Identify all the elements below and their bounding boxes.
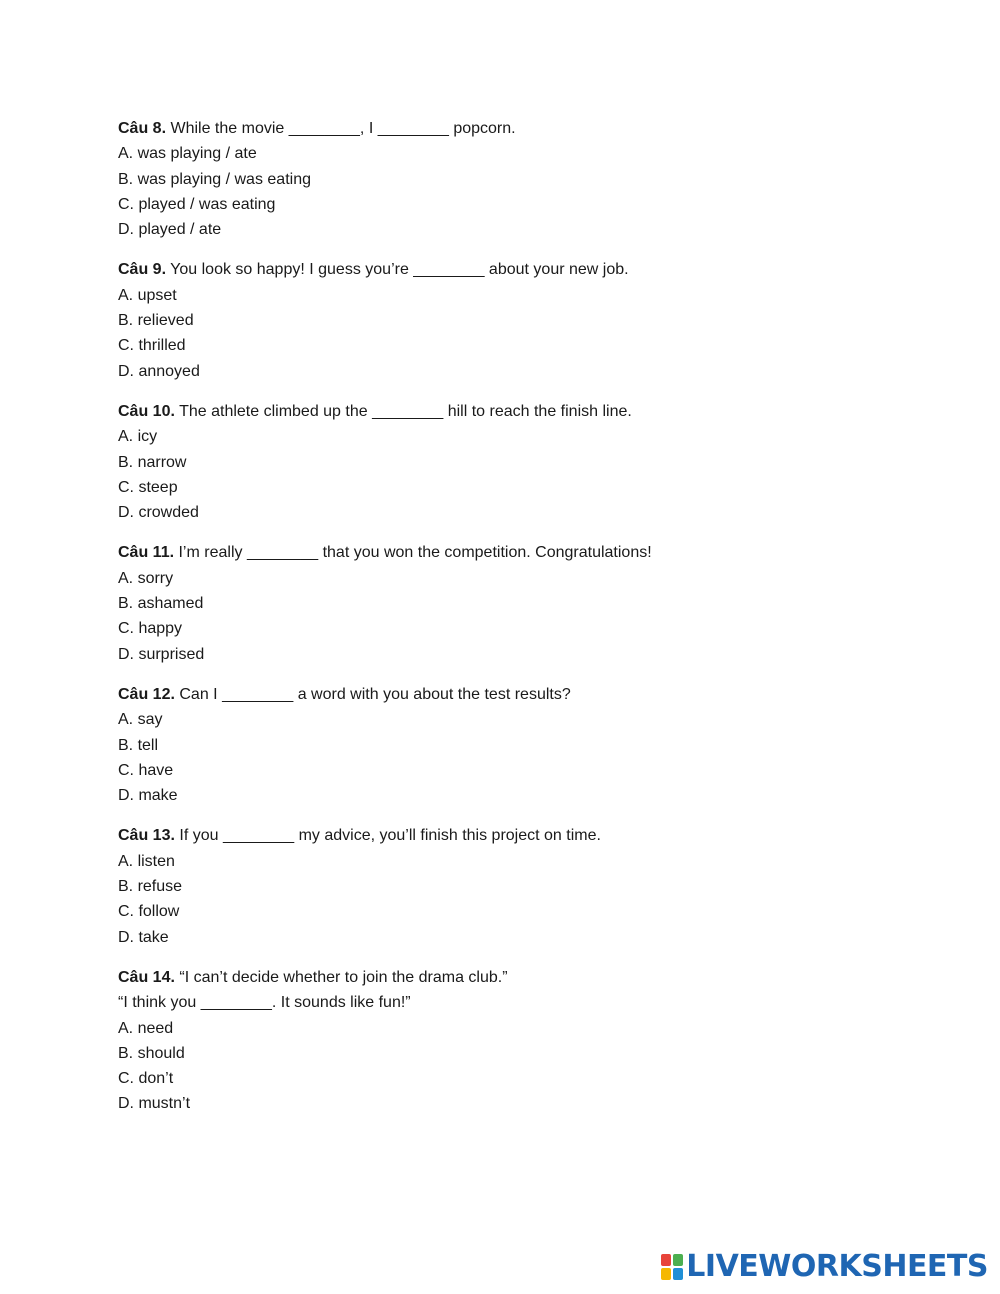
question-number: Câu 13. (118, 827, 175, 845)
logo-tile-red (661, 1254, 671, 1266)
question-text: While the movie ________, I ________ popcorn. (170, 120, 516, 137)
option-d: D. mustn’t (118, 1095, 191, 1113)
liveworksheets-logo-icon (661, 1254, 683, 1280)
option-b: B. relieved (118, 312, 194, 330)
option-d: D. annoyed (118, 362, 200, 380)
brand-name: LIVEWORKSHEETS (686, 1249, 988, 1284)
option-a: A. icy (118, 428, 158, 446)
option-a: A. say (118, 711, 163, 729)
question-number: Câu 9. (118, 261, 167, 279)
option-c: C. steep (118, 478, 178, 496)
option-c: C. have (118, 761, 174, 779)
question-stem (118, 965, 878, 990)
option-c: C. thrilled (118, 337, 186, 355)
logo-tile-blue (673, 1268, 683, 1280)
question-number: Câu 11. (118, 544, 175, 562)
logo-tile-yellow (661, 1268, 671, 1280)
question-number: Câu 12. (118, 685, 175, 703)
option-b: B. narrow (118, 453, 187, 471)
question-number: Câu 8. (118, 120, 167, 137)
question-text: The athlete climbed up the ________ hill to reach the finish line. (179, 402, 632, 420)
question-stem (118, 257, 878, 282)
liveworksheets-branding (661, 1249, 988, 1284)
question-stem (118, 682, 878, 707)
question-text: “I can’t decide whether to join the drama club.” (179, 968, 508, 986)
option-b: B. refuse (118, 878, 183, 896)
option-c: C. happy (118, 620, 183, 638)
option-d: D. surprised (118, 645, 205, 663)
question-8 (118, 116, 878, 242)
question-stem (118, 116, 878, 141)
option-a: A. upset (118, 286, 177, 304)
question-9 (118, 257, 878, 383)
option-d: D. make (118, 787, 178, 805)
question-12 (118, 682, 878, 808)
option-c: C. don’t (118, 1070, 174, 1088)
question-stem (118, 540, 878, 565)
question-text-line-2: “I think you ________. It sounds like fun!” (118, 994, 411, 1012)
question-11 (118, 540, 878, 666)
option-b: B. was playing / was eating (118, 170, 311, 188)
question-text: I’m really ________ that you won the competition. Congratulations! (178, 544, 652, 562)
option-a: A. need (118, 1019, 174, 1037)
option-a: A. listen (118, 852, 175, 870)
logo-tile-green (673, 1254, 683, 1266)
option-b: B. should (118, 1044, 185, 1062)
option-b: B. tell (118, 736, 159, 754)
question-text: You look so happy! I guess you’re ________ about your new job. (170, 261, 629, 279)
option-b: B. ashamed (118, 595, 204, 613)
question-14 (118, 965, 878, 1117)
question-10 (118, 399, 878, 525)
question-stem (118, 823, 878, 848)
option-d: D. crowded (118, 504, 199, 522)
option-c: C. played / was eating (118, 195, 276, 213)
question-stem (118, 399, 878, 424)
option-d: D. played / ate (118, 221, 222, 239)
question-number: Câu 14. (118, 968, 175, 986)
question-number: Câu 10. (118, 402, 175, 420)
question-text: Can I ________ a word with you about the test results? (179, 685, 571, 703)
option-c: C. follow (118, 903, 180, 921)
question-13 (118, 823, 878, 949)
worksheet (118, 116, 878, 1132)
question-text: If you ________ my advice, you’ll finish this project on time. (179, 827, 601, 845)
option-d: D. take (118, 928, 169, 946)
option-a: A. sorry (118, 569, 174, 587)
option-a: A. was playing / ate (118, 145, 257, 163)
